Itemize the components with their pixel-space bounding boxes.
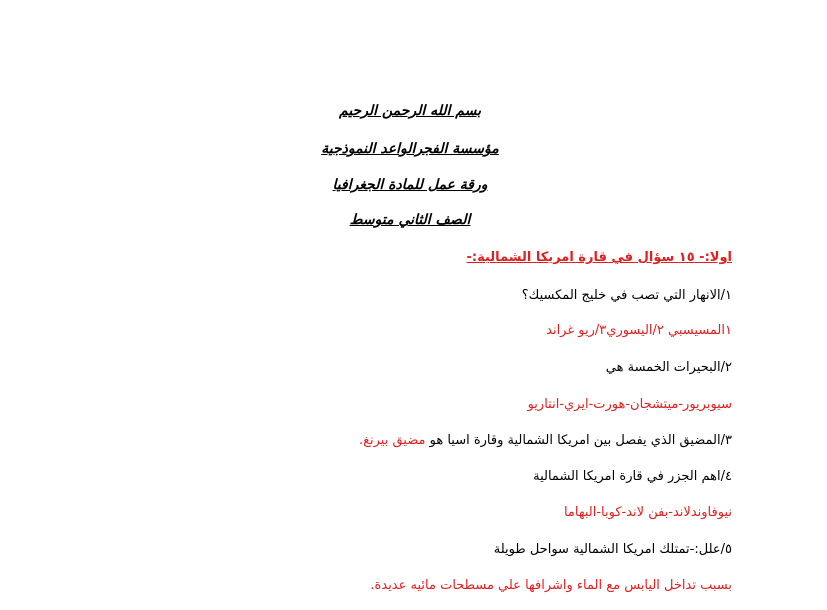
answer-3: مضيق بيرنغ. <box>358 433 426 448</box>
grade-heading: الصف الثاني متوسط <box>349 212 471 228</box>
section-title: اولا:- ١٥ سؤال في قارة امريكا الشمالية:- <box>466 250 732 265</box>
institution-heading: مؤسسة الفجرالواعد النموذجية <box>321 141 499 157</box>
question-3-row <box>92 432 732 450</box>
answer-1: ١المسيسبي ٢/اليسوري٣/ريو غراند <box>546 323 732 338</box>
worksheet-title: ورقة عمل للمادة الجغرافيا <box>332 177 488 193</box>
basmala-heading: بسم الله الرحمن الرحيم <box>339 103 481 119</box>
question-4: ٤/اهم الجزر في قارة امريكا الشمالية <box>533 469 732 484</box>
answer-2: سيوبريور-ميتشجان-هورت-ايري-انتاريو <box>527 397 732 412</box>
question-3: ٣/المضيق الذي يفصل بين امريكا الشمالية وقارة اسيا هو <box>429 433 732 448</box>
question-5: ٥/علل:-تمتلك امريكا الشمالية سواحل طويلة <box>493 542 732 557</box>
question-1: ١/الانهار التي تصب في خليج المكسيك؟ <box>521 288 732 303</box>
question-2: ٢/البحيرات الخمسة هي <box>605 360 732 375</box>
answer-4: نيوفاوندلاند-بفن لاند-كوبا-البهاما <box>563 505 732 520</box>
answer-5: بسبب تداخل اليابس مع الماء واشرافها علي مسطحات مائيه عديدة. <box>370 578 732 593</box>
